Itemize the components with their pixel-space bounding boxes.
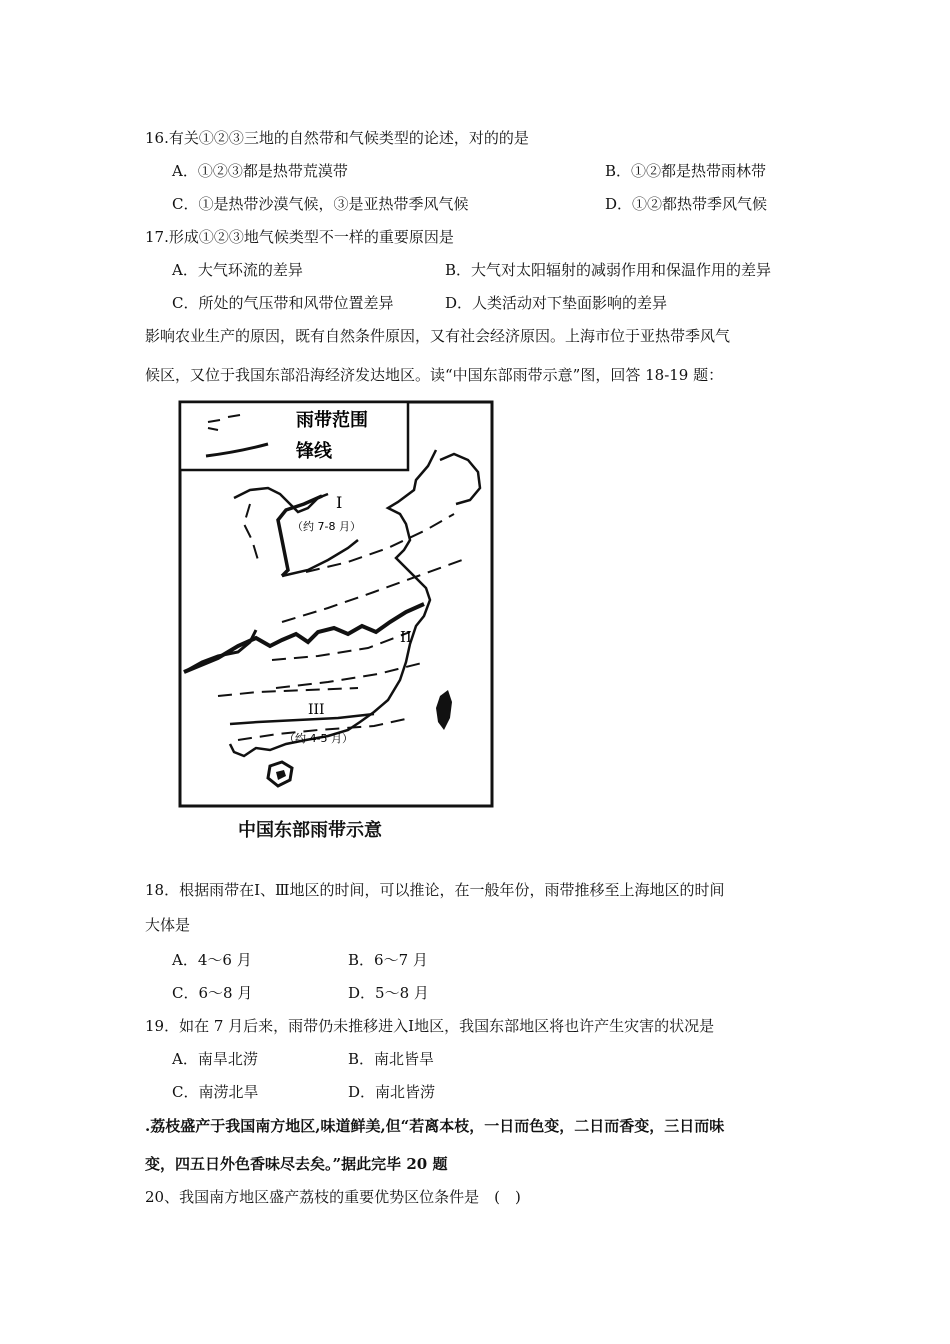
rainband-map: [178, 400, 496, 810]
q16-option-d: D．①②都热带季风气候: [605, 195, 768, 213]
intro-line-2: 候区，又位于我国东部沿海经济发达地区。读“中国东部雨带示意”图，回答 18-19 题：: [145, 366, 724, 384]
coastline: [230, 450, 436, 756]
q18-stem-line-1: 18．根据雨带在Ⅰ、Ⅲ地区的时间，可以推论，在一般年份，雨带推移至上海地区的时间: [145, 881, 725, 899]
q19-option-a: A．南旱北涝: [172, 1050, 258, 1068]
q20-stem: 20、我国南方地区盛产荔枝的重要优势区位条件是 ( ): [145, 1188, 521, 1206]
lychee-line-2: 变，四五日外色香味尽去矣。”据此完毕 20 题: [145, 1155, 448, 1173]
front-2: [184, 604, 424, 672]
q19-option-d: D．南北皆涝: [348, 1083, 436, 1101]
map-caption: 中国东部雨带示意: [238, 820, 382, 841]
front-3: [230, 714, 374, 724]
q16-stem: 16.有关①②③三地的自然带和气候类型的论述，对的的是: [145, 129, 529, 147]
q18-option-c: C．6～8 月: [172, 984, 253, 1002]
q17-option-c: C．所处的气压带和风带位置差异: [172, 294, 394, 312]
q17-option-d: D．人类活动对下垫面影响的差异: [445, 294, 668, 312]
q18-option-d: D．5～8 月: [348, 984, 429, 1002]
q19-option-c: C．南涝北旱: [172, 1083, 259, 1101]
map-legend: [180, 402, 408, 470]
q18-option-a: A．4～6 月: [172, 951, 252, 969]
q16-option-b: B．①②都是热带雨林带: [605, 162, 767, 180]
taiwan: [436, 690, 452, 730]
legend-rainband-label: 雨带范围: [296, 410, 368, 431]
region-label-3: III: [308, 702, 325, 718]
q18-option-b: B．6～7 月: [348, 951, 428, 969]
q19-option-b: B．南北皆旱: [348, 1050, 435, 1068]
q17-option-b: B．大气对太阳辐射的减弱作用和保温作用的差异: [445, 261, 772, 279]
front-1: [278, 496, 322, 576]
q17-stem: 17.形成①②③地气候类型不一样的重要原因是: [145, 228, 454, 246]
q18-stem-line-2: 大体是: [145, 916, 191, 934]
region-label-2: II: [400, 628, 412, 646]
q19-stem: 19．如在 7 月后来，雨带仍未推移进入Ⅰ地区，我国东部地区将也许产生灾害的状况是: [145, 1017, 715, 1035]
region-label-1-time: （约 7-8 月）: [292, 520, 361, 533]
q16-option-c: C．①是热带沙漠气候，③是亚热带季风气候: [172, 195, 469, 213]
peninsula: [440, 454, 480, 504]
front-1-b: [282, 540, 358, 576]
region-label-1: I: [336, 493, 343, 512]
q16-option-a: A．①②③都是热带荒漠带: [172, 162, 348, 180]
intro-line-1: 影响农业生产的原因，既有自然条件原因，又有社会经济原因。上海市位于亚热带季风气: [145, 327, 731, 345]
lychee-line-1: .荔枝盛产于我国南方地区,味道鲜美,但“若离本枝，一日而色变，二日而香变，三日而味: [145, 1117, 725, 1135]
legend-front-label: 锋线: [296, 441, 332, 462]
q17-option-a: A．大气环流的差异: [172, 261, 303, 279]
region-label-3-time: （约 4-5 月）: [284, 732, 353, 745]
rainband-dashes: [218, 504, 462, 740]
